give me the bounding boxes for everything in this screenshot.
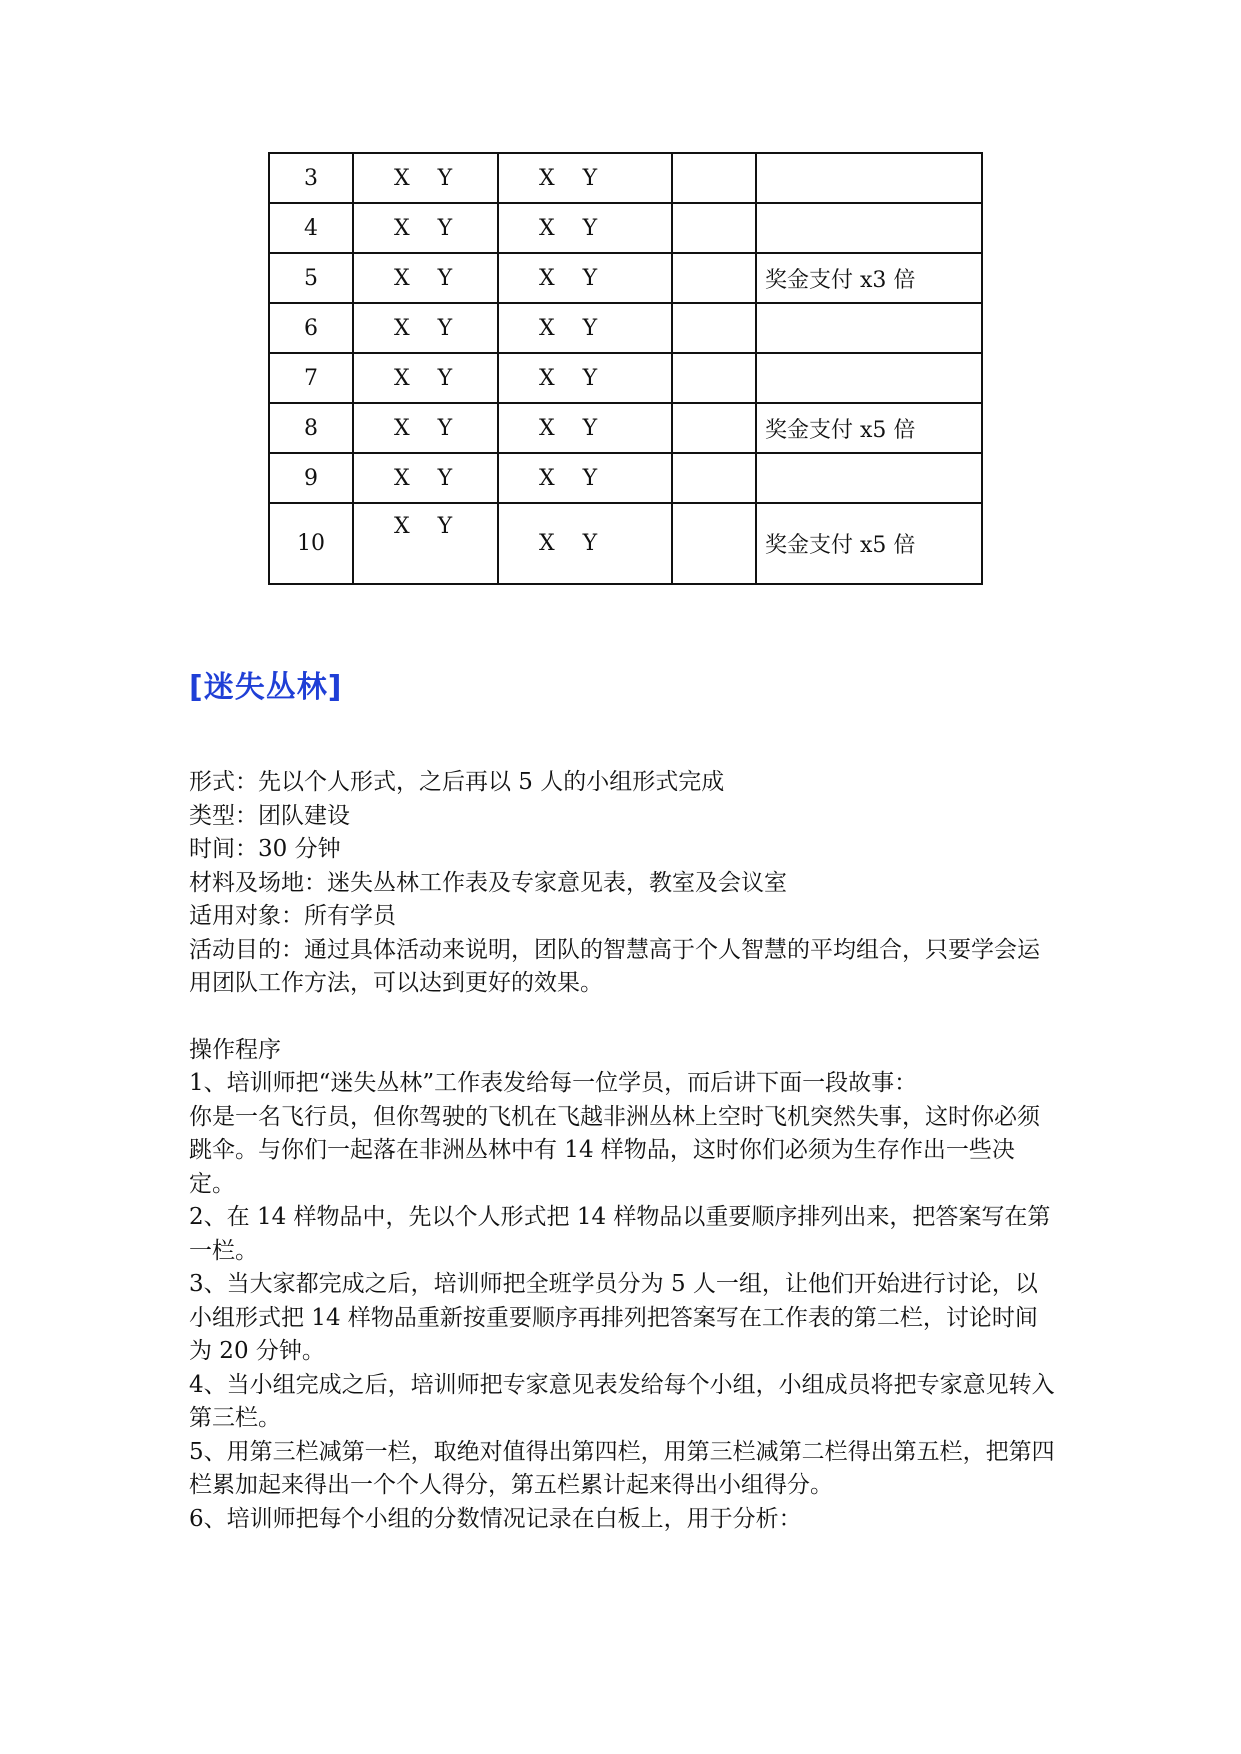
step-1: 1、培训师把“迷失丛林”工作表发给每一位学员，而后讲下面一段故事： xyxy=(189,1070,918,1096)
score-table xyxy=(268,152,983,585)
procedure-heading: 操作程序 xyxy=(189,1036,281,1063)
note-cell xyxy=(756,303,982,353)
row-number: 6 xyxy=(269,303,353,353)
xy-cell: X Y xyxy=(539,315,598,341)
xy-cell: X Y xyxy=(539,265,598,291)
blank-cell xyxy=(672,303,756,353)
xy-cell: X Y xyxy=(539,531,598,556)
blank-cell xyxy=(672,453,756,503)
note-cell: 奖金支付 x5 倍 xyxy=(756,403,982,453)
table-row xyxy=(269,353,982,403)
body-text xyxy=(189,766,1059,1536)
row-number: 4 xyxy=(269,203,353,253)
table-row xyxy=(269,503,982,584)
xy-cell: X Y xyxy=(394,465,453,491)
xy-cell: X Y xyxy=(394,165,453,191)
blank-cell xyxy=(672,353,756,403)
xy-cell: X Y xyxy=(394,215,453,241)
blank-cell xyxy=(672,503,756,584)
info-time: 时间：30 分钟 xyxy=(189,836,341,862)
xy-cell: X Y xyxy=(539,415,598,441)
note-cell xyxy=(756,153,982,203)
table-row xyxy=(269,403,982,453)
blank-cell xyxy=(672,203,756,253)
info-materials: 材料及场地：迷失丛林工作表及专家意见表，教室及会议室 xyxy=(189,869,787,896)
xy-cell: X Y xyxy=(539,365,598,391)
row-number: 7 xyxy=(269,353,353,403)
blank-cell xyxy=(672,253,756,303)
xy-cell: X Y xyxy=(394,315,453,341)
row-number: 3 xyxy=(269,153,353,203)
table-row xyxy=(269,153,982,203)
table-row xyxy=(269,303,982,353)
step-5: 5、用第三栏减第一栏，取绝对值得出第四栏，用第三栏减第二栏得出第五栏，把第四栏累加起来得出一个个人得分，第五栏累计起来得出小组得分。 xyxy=(189,1438,1055,1498)
note-cell xyxy=(756,453,982,503)
blank-cell xyxy=(672,153,756,203)
xy-cell: X Y xyxy=(539,165,598,191)
xy-cell: X Y xyxy=(539,215,598,241)
table-row xyxy=(269,203,982,253)
row-number: 8 xyxy=(269,403,353,453)
note-cell xyxy=(756,353,982,403)
xy-cell: X Y xyxy=(539,465,598,491)
info-purpose: 活动目的：通过具体活动来说明，团队的智慧高于个人智慧的平均组合，只要学会运用团队工作方法，可以达到更好的效果。 xyxy=(189,936,1040,996)
info-format: 形式：先以个人形式，之后再以 5 人的小组形式完成 xyxy=(189,769,725,795)
step-2: 2、在 14 样物品中，先以个人形式把 14 样物品以重要顺序排列出来，把答案写在第一栏。 xyxy=(189,1204,1051,1264)
row-number: 5 xyxy=(269,253,353,303)
xy-cell: X Y xyxy=(394,415,453,441)
info-audience: 适用对象：所有学员 xyxy=(189,903,396,929)
note-cell: 奖金支付 x5 倍 xyxy=(756,503,982,584)
xy-cell: X Y xyxy=(394,513,453,539)
step-story: 你是一名飞行员，但你驾驶的飞机在飞越非洲丛林上空时飞机突然失事，这时你必须跳伞。与你们一起落在非洲丛林中有 14 样物品，这时你们必须为生存作出一些决定。 xyxy=(189,1103,1040,1197)
table-row xyxy=(269,253,982,303)
section-title: [迷失丛林] xyxy=(189,670,343,705)
paragraph-spacer xyxy=(189,1001,1059,1034)
xy-cell: X Y xyxy=(394,365,453,391)
row-number: 9 xyxy=(269,453,353,503)
step-3: 3、当大家都完成之后，培训师把全班学员分为 5 人一组，让他们开始进行讨论，以小组形式把 14 样物品重新按重要顺序再排列把答案写在工作表的第二栏，讨论时间为 20 分钟。 xyxy=(189,1271,1038,1364)
blank-cell xyxy=(672,403,756,453)
table-row xyxy=(269,453,982,503)
note-cell xyxy=(756,203,982,253)
step-4: 4、当小组完成之后，培训师把专家意见表发给每个小组，小组成员将把专家意见转入第三栏。 xyxy=(189,1371,1055,1431)
xy-cell: X Y xyxy=(394,265,453,291)
note-cell: 奖金支付 x3 倍 xyxy=(756,253,982,303)
step-6: 6、培训师把每个小组的分数情况记录在白板上，用于分析： xyxy=(189,1505,802,1532)
info-type: 类型：团队建设 xyxy=(189,802,350,829)
row-number: 10 xyxy=(269,503,353,584)
